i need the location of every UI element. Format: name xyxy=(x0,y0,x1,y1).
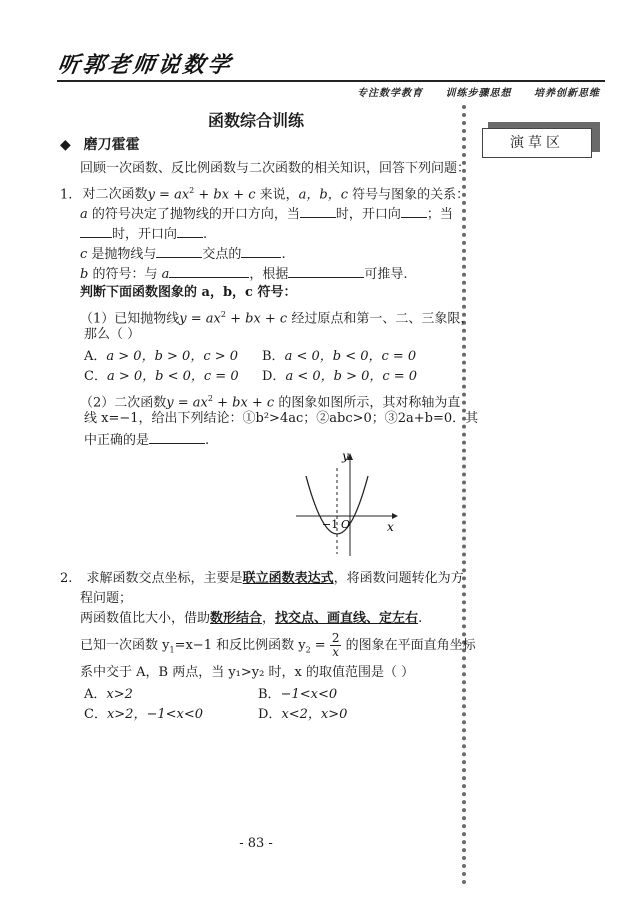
q1-l3a: 时，开口向 xyxy=(112,227,178,242)
blank-9[interactable] xyxy=(149,430,205,444)
q1-line1 xyxy=(60,182,469,204)
section-label: 磨刀霍霍 xyxy=(83,137,140,153)
q2-l4b: =x−1 和反比例函数 y xyxy=(174,638,306,653)
option-a-label: A． xyxy=(84,349,107,364)
q2-l3b: ， xyxy=(262,611,276,626)
header-rule xyxy=(57,80,605,82)
q1-l1a: 对二次函数 xyxy=(82,187,148,203)
q2-line5: 系中交于 A，B 两点，当 y₁>y₂ 时，x 的取值范围是（ ） xyxy=(80,665,415,680)
option-d-text: a < 0，b > 0，c = 0 xyxy=(285,369,418,384)
q1-p2-formula-a: y = ax xyxy=(166,395,208,411)
q2-l4c: 的图象在平面直角坐标 xyxy=(341,638,476,653)
q1-line3 xyxy=(80,224,207,244)
q2-l1b: ，将函数问题转化为方 xyxy=(333,571,464,586)
q1-l2c: ；当 xyxy=(426,207,453,222)
q2-option-b[interactable] xyxy=(258,686,337,704)
blank-8[interactable] xyxy=(288,264,364,278)
blank-4[interactable] xyxy=(177,224,203,238)
q1-l5-avar: a xyxy=(161,267,170,282)
q2-l3c: . xyxy=(418,611,423,626)
q2-option-d[interactable] xyxy=(258,706,347,724)
neg-one-label: −1 xyxy=(322,518,339,531)
q1-l2b: 时，开口向 xyxy=(335,207,401,222)
brand-title: 听郭老师说数学 xyxy=(55,52,235,78)
page-title: 函数综合训练 xyxy=(207,111,304,130)
q1-option-c[interactable] xyxy=(84,368,239,386)
q1-l4-var: c xyxy=(80,247,88,262)
q2-line2: 程问题； xyxy=(80,591,133,606)
q1-l5b: ，根据 xyxy=(249,267,289,282)
blank-6[interactable] xyxy=(241,244,281,258)
q1-p2d: 中正确的是 xyxy=(84,433,150,448)
scratch-divider xyxy=(462,105,466,885)
q1-l5c: 可推导. xyxy=(364,267,408,282)
q2-option-c-label: C． xyxy=(84,707,107,722)
intro-text: 回顾一次函数、反比例函数与二次函数的相关知识，回答下列问题： xyxy=(80,161,471,176)
q1-p1-line2: 那么（ ） xyxy=(84,327,141,342)
q2-l3-underline2: 找交点、画直线、定左右 xyxy=(275,611,419,626)
q1-formula-b: + bx + c xyxy=(194,187,256,203)
scratch-label: 演草区 xyxy=(482,128,592,158)
q2-l4-sub2: 2 xyxy=(305,645,311,655)
q1-l4b: 交点的 xyxy=(202,247,242,262)
q2-l3-underline1: 数形结合 xyxy=(210,611,263,626)
fraction-2-over-x xyxy=(330,632,342,659)
q2-number: 2. xyxy=(60,571,73,586)
q2-option-d-label: D． xyxy=(258,707,282,722)
q2-l1a: 求解函数交点坐标，主要是 xyxy=(86,571,243,586)
q1-l3b: . xyxy=(203,227,208,242)
blank-3[interactable] xyxy=(80,224,112,238)
option-c-label: C． xyxy=(84,369,107,384)
q2-option-a-label: A． xyxy=(84,687,107,702)
q1-l1c: 符号与图象的关系： xyxy=(348,187,470,203)
blank-1[interactable] xyxy=(300,204,336,218)
q2-option-a[interactable] xyxy=(84,686,133,704)
q2-l4-eq: = xyxy=(310,638,330,653)
origin-label: O xyxy=(341,518,351,531)
q1-l4a: 是抛物线与 xyxy=(87,247,157,262)
page-number: - 83 - xyxy=(239,836,273,851)
q1-formula-a: y = ax xyxy=(147,187,190,203)
q1-p1b: 经过原点和第一、二、三象限， xyxy=(287,311,474,327)
q2-l4-sub1: 1 xyxy=(169,645,175,655)
q1-line2 xyxy=(80,204,453,224)
parabola-graph xyxy=(294,448,404,558)
q1-p2-formula-b: + bx + c xyxy=(212,395,275,411)
q1-option-a[interactable] xyxy=(84,348,238,366)
blank-7[interactable] xyxy=(169,264,249,278)
fraction-denominator: x xyxy=(332,645,340,659)
q1-p2e: . xyxy=(205,433,210,448)
option-d-label: D． xyxy=(262,369,286,384)
q1-l5a: 的符号：与 xyxy=(88,267,162,282)
q1-judge-heading: 判断下面函数图象的 a，b，c 符号： xyxy=(80,285,297,300)
section-heading xyxy=(60,136,140,154)
q1-p1-formula-a: y = ax xyxy=(179,311,221,327)
option-b-label: B． xyxy=(262,349,285,364)
option-a-text: a > 0，b > 0，c > 0 xyxy=(106,349,239,364)
slogan-2: 训练步骤思想 xyxy=(445,88,512,99)
q2-option-b-text: −1<x<0 xyxy=(280,687,338,702)
q2-line4 xyxy=(80,632,476,665)
option-b-text: a < 0，b < 0，c = 0 xyxy=(284,349,417,364)
q1-option-d[interactable] xyxy=(262,368,417,386)
slogan-3: 培养创新思维 xyxy=(534,88,600,99)
q2-option-a-text: x>2 xyxy=(106,687,133,702)
header-slogans xyxy=(339,84,600,99)
q1-l1b: 来说， xyxy=(255,187,299,203)
y-axis-label: y xyxy=(342,449,349,463)
q2-line3 xyxy=(80,610,422,628)
option-c-text: a > 0，b < 0，c = 0 xyxy=(106,369,239,384)
q1-p2b: 的图象如图所示，其对称轴为直 xyxy=(274,395,461,411)
q2-l4a: 已知一次函数 y xyxy=(80,638,170,653)
q1-l2-var: a xyxy=(80,207,88,222)
blank-2[interactable] xyxy=(401,204,427,218)
q1-option-b[interactable] xyxy=(262,348,416,366)
q1-p2-formula-sup: 2 xyxy=(207,394,213,403)
q1-p1-formula-b: + bx + c xyxy=(225,311,288,327)
q1-vars: a，b，c xyxy=(298,187,348,203)
q1-l5-var: b xyxy=(80,267,89,282)
q1-p2-line3 xyxy=(84,430,209,450)
x-axis-label: x xyxy=(387,520,394,534)
q1-line4 xyxy=(80,244,286,264)
q1-line5 xyxy=(80,264,408,284)
blank-5[interactable] xyxy=(156,244,202,258)
q1-p2a: （2）二次函数 xyxy=(80,395,167,411)
q2-option-c-text: x>2，−1<x<0 xyxy=(106,707,203,722)
q2-line1 xyxy=(60,570,464,588)
x-axis-arrow-icon xyxy=(392,513,398,519)
q2-option-d-text: x<2，x>0 xyxy=(281,707,348,722)
q1-p2-line2: 线 x=−1，给出下列结论：①b²>4ac；②abc>0；③2a+b=0．其 xyxy=(84,411,479,426)
q1-number: 1. xyxy=(60,187,73,203)
q1-p1-line1 xyxy=(80,306,473,328)
q2-l1-underline: 联立函数表达式 xyxy=(242,571,334,586)
diamond-bullet-icon: ◆ xyxy=(60,137,71,153)
q1-p1-formula-sup: 2 xyxy=(220,310,226,319)
q1-l2a: 的符号决定了抛物线的开口方向，当 xyxy=(87,207,300,222)
q2-option-c[interactable] xyxy=(84,706,203,724)
q1-p2-line1 xyxy=(80,390,460,412)
q1-l4c: . xyxy=(281,247,286,262)
q2-option-b-label: B． xyxy=(258,687,281,702)
slogan-1: 专注数学教育 xyxy=(357,88,424,99)
q1-formula-sup: 2 xyxy=(189,186,195,195)
q1-p1a: （1）已知抛物线 xyxy=(80,311,180,327)
q2-l3a: 两函数值比大小，借助 xyxy=(80,611,211,626)
fraction-numerator: 2 xyxy=(331,631,340,645)
scratch-area-label xyxy=(482,128,600,162)
